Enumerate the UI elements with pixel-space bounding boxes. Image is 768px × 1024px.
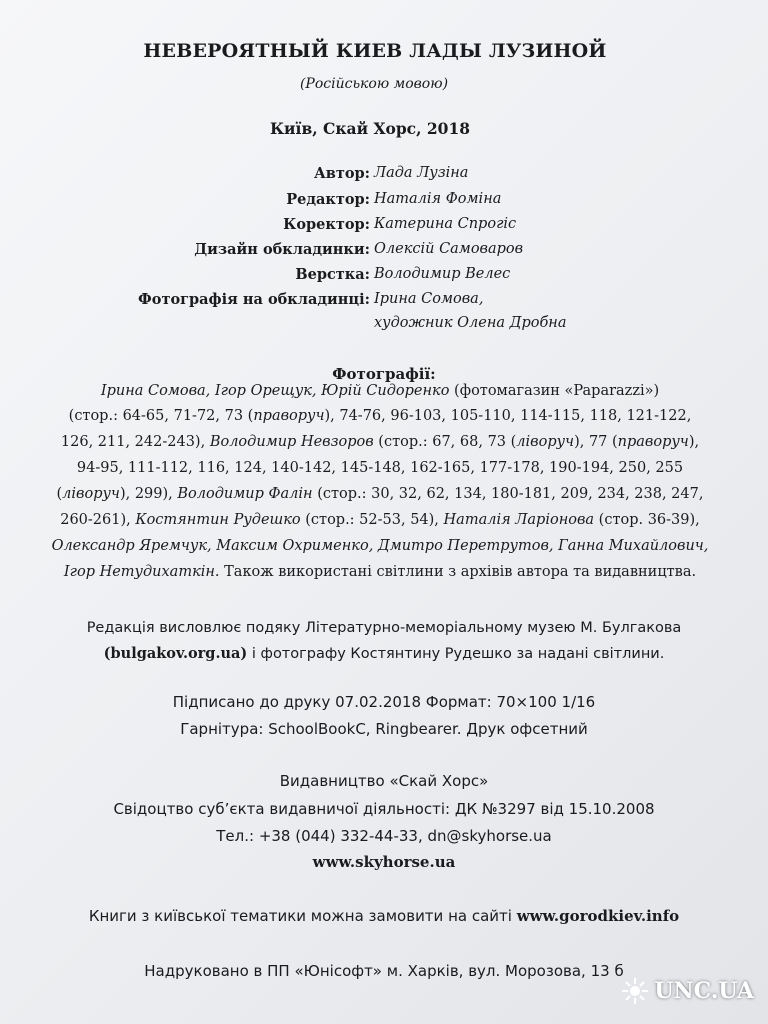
photographer-name: Олександр Яремчук, Максим Охрименко, Дмитро Перетрутов, Ганна Михайлович,: [51, 538, 709, 554]
book-title: НЕВЕРОЯТНЫЙ КИЕВ ЛАДЫ ЛУЗИНОЙ: [143, 40, 607, 62]
page-reference: 94-95, 111-112, 116, 124, 140-142, 145-148, 162-165, 177-178, 190-194, 250, 255: [76, 460, 684, 476]
photo-credit-line: [0, 538, 760, 554]
page-reference: 260-261),: [60, 512, 136, 528]
credit-name: Лада Лузіна: [374, 165, 469, 181]
page-reference: (фотомагазин «Paparazzi»): [449, 383, 660, 399]
photos-heading: Фотографії:: [332, 365, 436, 383]
credit-row: [0, 191, 768, 215]
imprint-line: Київ, Скай Хорс, 2018: [269, 119, 471, 138]
thanks-rest: і фотографу Костянтину Рудешко за надані світлини.: [247, 646, 665, 662]
page-reference: (стор.: 64-65, 71-72, 73 (: [68, 408, 254, 424]
publisher-website-link[interactable]: www.skyhorse.ua: [312, 853, 456, 871]
credit-role: Фотографія на обкладинці:: [138, 291, 370, 308]
page-reference: (стор.: 67, 68, 73 (: [373, 434, 517, 450]
credit-name: Наталія Фоміна: [374, 191, 502, 207]
credit-role: Коректор:: [283, 216, 370, 233]
publisher-name: Видавництво «Скай Хорс»: [279, 772, 489, 790]
credit-role: Автор:: [313, 165, 370, 182]
photo-credit-line: [0, 512, 760, 528]
page-reference: Також використані світлини з архівів автора та видавництва.: [219, 564, 697, 580]
publisher-phone: Тел.: +38 (044) 332-44-33, dn@skyhorse.ua: [216, 827, 552, 845]
page-reference: ), 74-76, 96-103, 105-110, 114-115, 118, 121-122,: [324, 408, 692, 424]
language-note: (Російською мовою): [299, 76, 449, 92]
credit-role: Дизайн обкладинки:: [194, 241, 370, 258]
page-reference: ), 299),: [119, 486, 178, 502]
photographer-name: праворуч: [253, 408, 325, 424]
photo-credit-line: [0, 408, 760, 424]
credit-row: [0, 291, 768, 315]
photographer-name: Наталія Ларіонова: [443, 512, 595, 528]
photo-credit-line: [0, 460, 760, 476]
print-typeface: Гарнітура: SchoolBookC, Ringbearer. Друк офсетний: [180, 720, 588, 738]
page-reference: (стор. 36-39),: [594, 512, 700, 528]
photographer-name: праворуч: [617, 434, 689, 450]
credit-name: Ірина Сомова,: [374, 291, 484, 307]
credit-row: [0, 241, 768, 265]
photographer-name: Костянтин Рудешко: [135, 512, 301, 528]
photographer-name: Володимир Фалін: [177, 486, 313, 502]
photo-credit-line: [0, 383, 760, 399]
photo-credit-line: [0, 564, 760, 580]
sun-logo-icon: [620, 976, 650, 1006]
photographer-name: Володимир Невзоров: [209, 434, 374, 450]
credit-name-continued: художник Олена Дробна: [374, 315, 567, 331]
page-reference: (стор.: 52-53, 54),: [300, 512, 444, 528]
photographer-name: Ірина Сомова, Ігор Орещук, Юрій Сидоренко: [100, 383, 450, 399]
thanks-line-2: [0, 645, 768, 662]
photo-credit-line: [0, 486, 760, 502]
credit-role: Верстка:: [295, 266, 370, 283]
page-reference: ), 77 (: [574, 434, 618, 450]
order-line: [0, 907, 768, 925]
order-site-link[interactable]: www.gorodkiev.info: [516, 907, 680, 925]
photographer-name: ліворуч: [516, 434, 575, 450]
credit-row: [0, 165, 768, 189]
printed-by: Надруковано в ПП «Юнісофт» м. Харків, вул. Морозова, 13 б: [144, 962, 624, 980]
page-reference: ),: [688, 434, 700, 450]
credit-row: [0, 266, 768, 290]
thanks-line-1: Редакція висловлює подяку Літературно-меморіальному музею М. Булгакова: [86, 620, 682, 636]
credit-row: [0, 216, 768, 240]
print-signed: Підписано до друку 07.02.2018 Формат: 70×100 1/16: [172, 693, 596, 711]
photographer-name: Ігор Нетудихаткін.: [63, 564, 220, 580]
museum-site-link[interactable]: (bulgakov.org.ua): [103, 645, 248, 662]
watermark-text: UNC.UA: [654, 978, 754, 1004]
credit-name: Володимир Велес: [374, 266, 511, 282]
credit-name: Олексій Самоваров: [374, 241, 524, 257]
order-text: Книги з київської тематики можна замовити на сайті: [88, 907, 517, 925]
credit-name: Катерина Спрогіс: [374, 216, 517, 232]
page-reference: (: [56, 486, 63, 502]
page-reference: (стор.: 30, 32, 62, 134, 180-181, 209, 234, 238, 247,: [312, 486, 704, 502]
credit-role: Редактор:: [286, 191, 370, 208]
page-reference: 126, 211, 242-243),: [60, 434, 210, 450]
publisher-certificate: Свідоцтво суб’єкта видавничої діяльності: ДК №3297 від 15.10.2008: [113, 800, 655, 818]
photographer-name: ліворуч: [62, 486, 120, 502]
watermark: [620, 976, 754, 1006]
photo-credit-line: [0, 434, 760, 450]
